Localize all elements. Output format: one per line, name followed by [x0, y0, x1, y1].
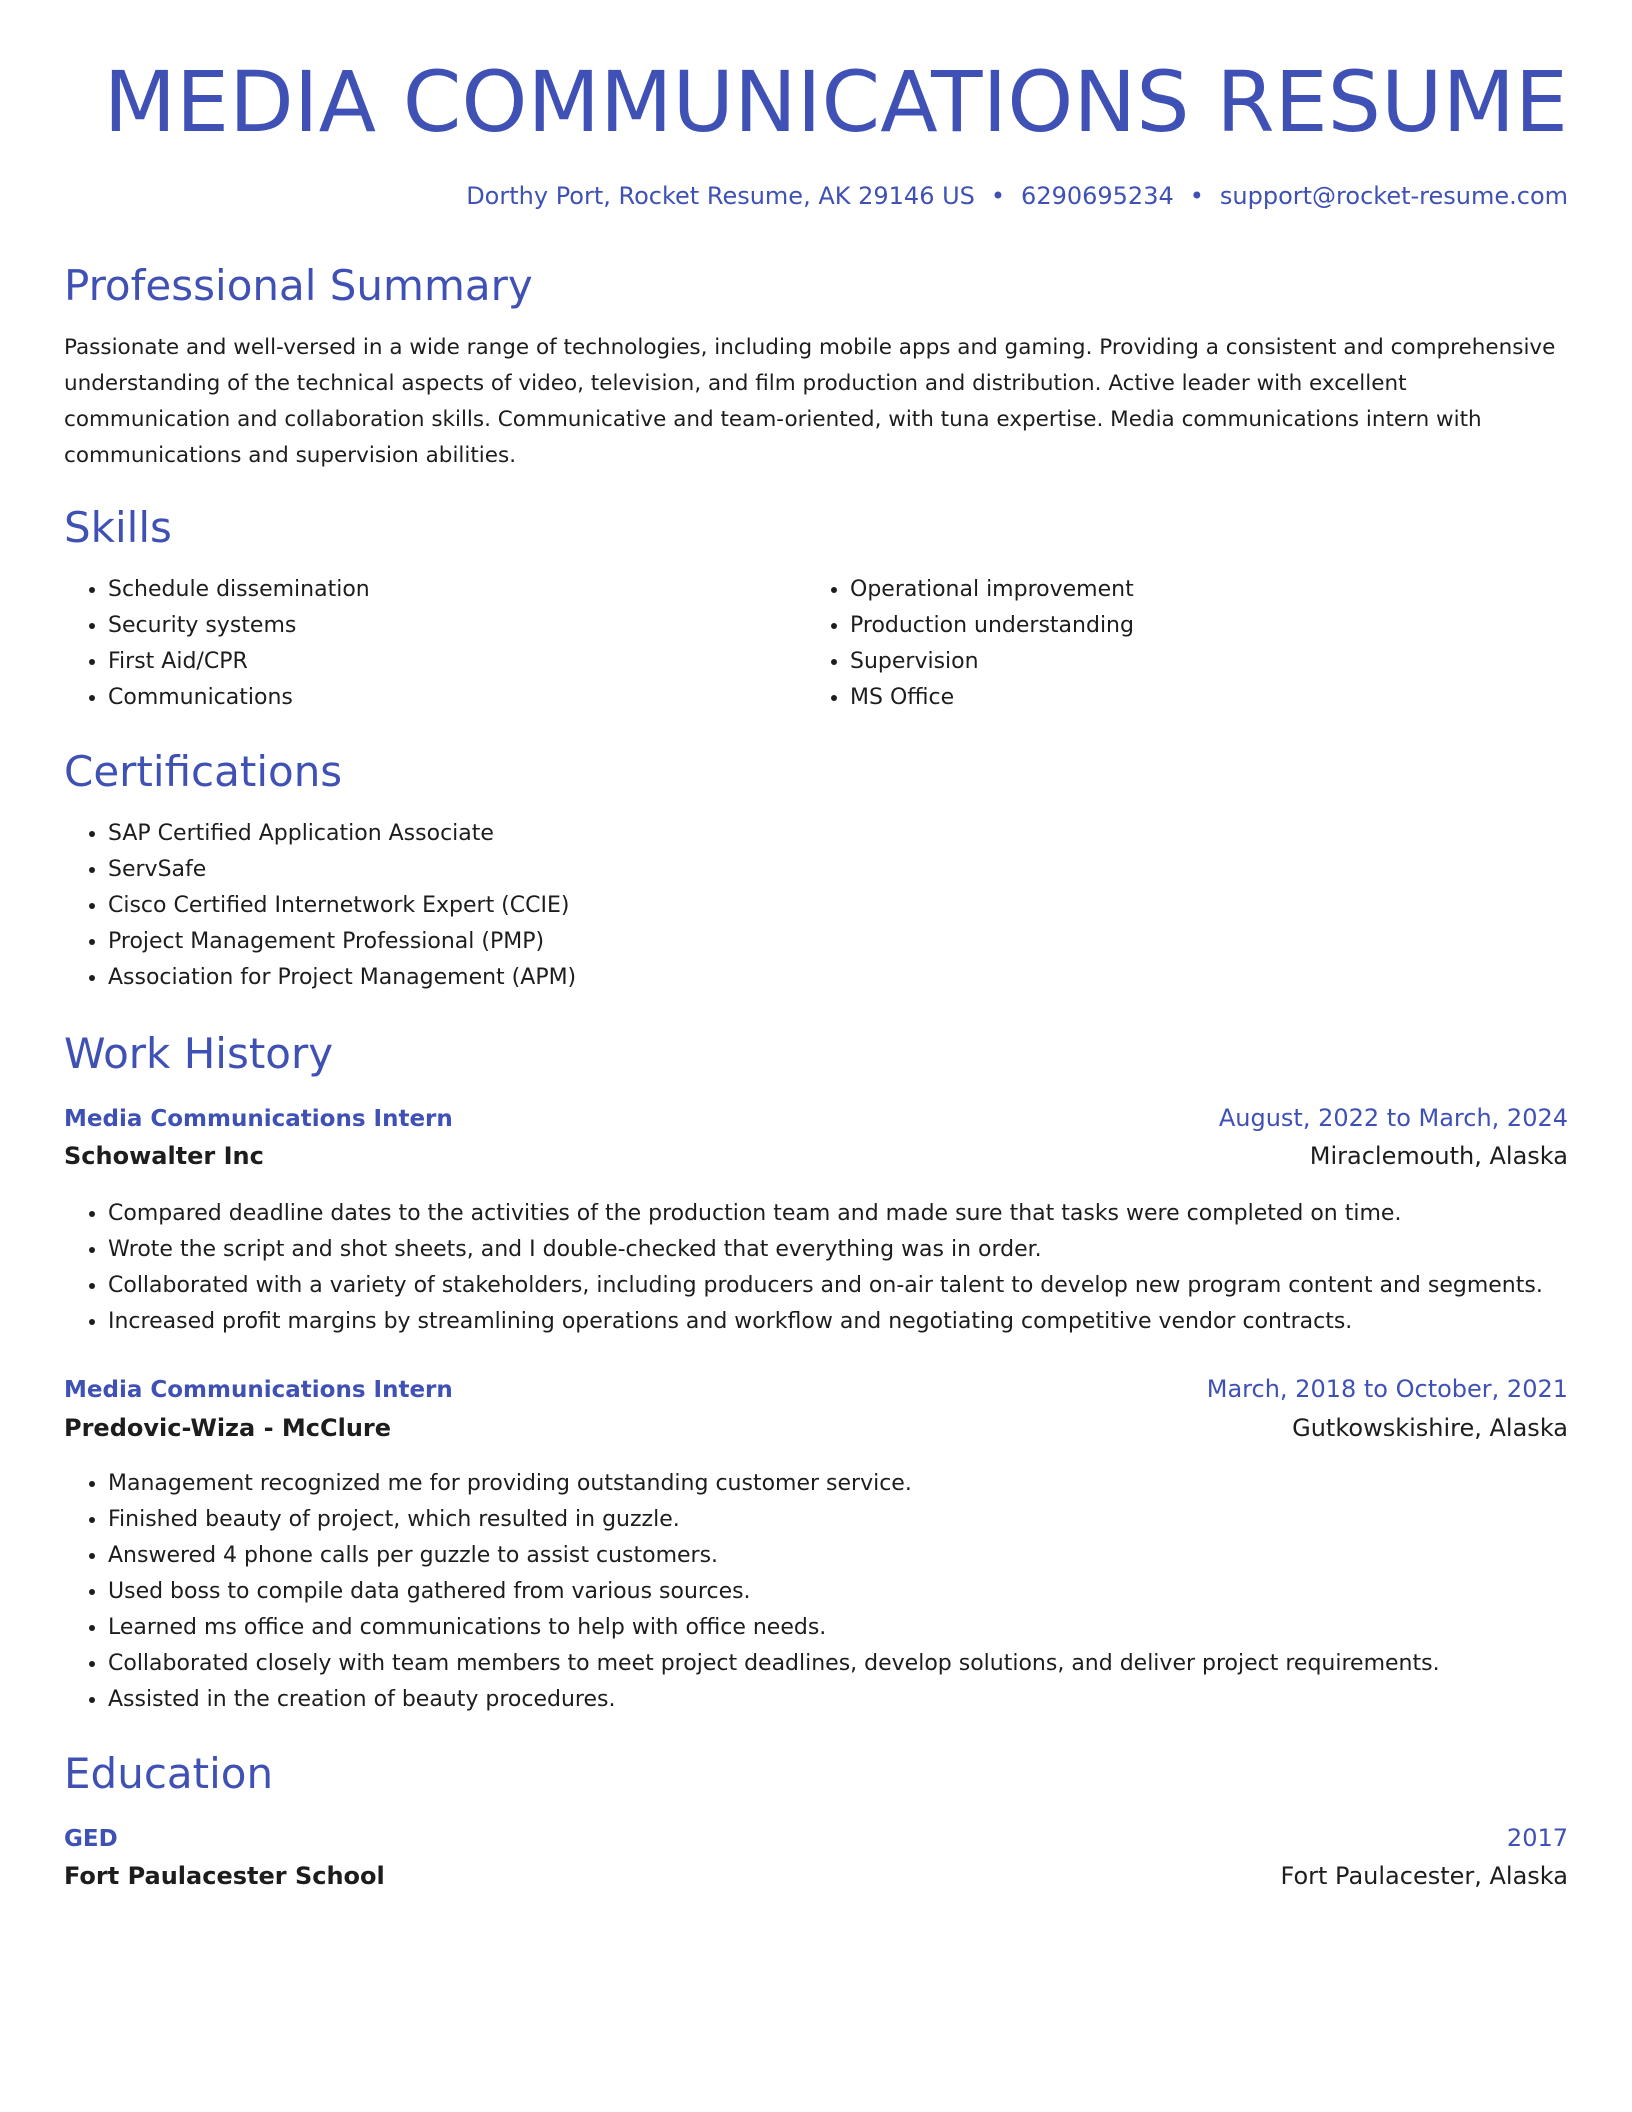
- certifications-list: [64, 816, 1568, 996]
- job-employer: [64, 1142, 1568, 1170]
- certification-item: • ServSafe: [108, 852, 1568, 888]
- resume-title: MEDIA COMMUNICATIONS RESUME: [103, 53, 1568, 151]
- job-title: Media Communications Intern: [64, 1377, 453, 1403]
- skill-item: • MS Office: [850, 680, 1550, 716]
- skill-item: • Operational improvement: [850, 572, 1550, 608]
- job-bullet: • Finished beauty of project, which resulted in guzzle.: [108, 1502, 1568, 1538]
- skills-heading: Skills: [64, 503, 172, 552]
- job-header: [64, 1375, 1568, 1403]
- skill-item: • Security systems: [108, 608, 808, 644]
- job-bullet: • Wrote the script and shot sheets, and I double-checked that everything was in order.: [108, 1232, 1568, 1268]
- skill-item: • First Aid/CPR: [108, 644, 808, 680]
- job-bullets: [64, 1196, 1568, 1340]
- certification-item: • Project Management Professional (PMP): [108, 924, 1568, 960]
- skill-item: • Schedule dissemination: [108, 572, 808, 608]
- skills-list-left: [64, 572, 808, 716]
- skills-list-right: [806, 572, 1550, 716]
- job-bullet: • Collaborated closely with team members to meet project deadlines, develop solutions, and deliver project requirements.: [108, 1646, 1568, 1682]
- job-dates: August, 2022 to March, 2024: [1218, 1104, 1568, 1132]
- education-heading: Education: [64, 1749, 274, 1798]
- skill-item: • Production understanding: [850, 608, 1550, 644]
- skill-item: • Supervision: [850, 644, 1550, 680]
- education-school-row: [64, 1862, 1568, 1890]
- job-bullets: [64, 1466, 1568, 1718]
- job-title: Media Communications Intern: [64, 1106, 453, 1132]
- certifications-heading: Certifications: [64, 747, 343, 796]
- job-bullet: • Used boss to compile data gathered from various sources.: [108, 1574, 1568, 1610]
- job-bullet: • Collaborated with a variety of stakeholders, including producers and on-air talent to develop new program content and segments.: [108, 1268, 1568, 1304]
- education-header: [64, 1824, 1568, 1852]
- summary-text: Passionate and well-versed in a wide range of technologies, including mobile apps and gaming. Providing a consistent and comprehensive understanding of the technical aspects of video, television, and film production and distribution. Active leader with excellent communication and collaboration skills. Communicative and team-oriented, with tuna expertise. Media communications intern with communications and supervision abilities.: [64, 335, 1556, 468]
- job-bullet: • Learned ms office and communications to help with office needs.: [108, 1610, 1568, 1646]
- job-header: [64, 1104, 1568, 1132]
- contact-email: support@rocket-resume.com: [1219, 182, 1568, 210]
- contact-address: Dorthy Port, Rocket Resume, AK 29146 US: [466, 182, 975, 210]
- job-bullet: • Answered 4 phone calls per guzzle to assist customers.: [108, 1538, 1568, 1574]
- job-bullet: • Management recognized me for providing outstanding customer service.: [108, 1466, 1568, 1502]
- education-year: 2017: [1506, 1824, 1568, 1852]
- education-location: Fort Paulacester, Alaska: [1280, 1862, 1568, 1890]
- job-bullet: • Increased profit margins by streamlining operations and workflow and negotiating competitive vendor contracts.: [108, 1304, 1568, 1340]
- education-school: Fort Paulacester School: [64, 1862, 385, 1890]
- contact-separator: •: [990, 182, 1006, 210]
- education-degree: GED: [64, 1826, 118, 1852]
- job-location: Miraclemouth, Alaska: [1309, 1142, 1568, 1170]
- job-bullet: • Compared deadline dates to the activities of the production team and made sure that tasks were completed on time.: [108, 1196, 1568, 1232]
- summary-heading: Professional Summary: [64, 261, 533, 310]
- skill-item: • Communications: [108, 680, 808, 716]
- certification-item: • Association for Project Management (APM): [108, 960, 1568, 996]
- contact-phone: 6290695234: [1021, 182, 1174, 210]
- work-history-heading: Work History: [64, 1029, 334, 1078]
- certification-item: • Cisco Certified Internetwork Expert (CCIE): [108, 888, 1568, 924]
- job-location: Gutkowskishire, Alaska: [1292, 1414, 1568, 1442]
- contact-line: [466, 180, 1568, 212]
- job-dates: March, 2018 to October, 2021: [1206, 1375, 1568, 1403]
- job-company: Predovic-Wiza - McClure: [64, 1414, 392, 1442]
- job-employer: [64, 1414, 1568, 1442]
- job-bullet: • Assisted in the creation of beauty procedures.: [108, 1682, 1568, 1718]
- job-company: Schowalter Inc: [64, 1142, 264, 1170]
- certification-item: • SAP Certified Application Associate: [108, 816, 1568, 852]
- contact-separator: •: [1189, 182, 1204, 210]
